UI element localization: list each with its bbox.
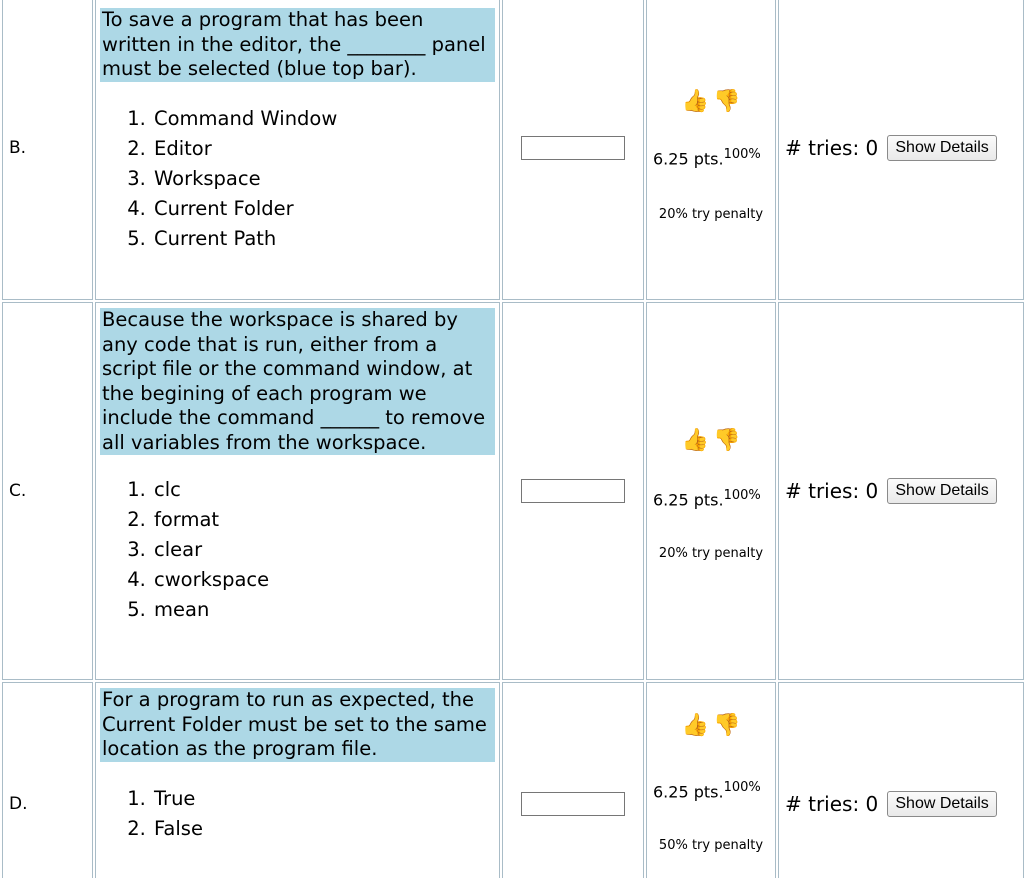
question-letter: B. (2, 0, 93, 300)
points-cell (646, 0, 776, 300)
question-cell (95, 0, 500, 300)
score-percent: 100% (723, 147, 761, 162)
choice-list (100, 104, 495, 254)
tries-cell (778, 302, 1024, 680)
question-cell (95, 302, 500, 680)
list-item: 2. Editor (152, 134, 495, 164)
answer-cell (502, 0, 644, 300)
question-letter: D. (2, 682, 93, 878)
score-text (653, 780, 761, 801)
answer-input[interactable] (521, 136, 625, 160)
score-text (653, 488, 761, 509)
points-cell (646, 302, 776, 680)
list-item: 1. True (152, 784, 495, 814)
question-prompt: To save a program that has been written in the editor, the ________ panel must be selected (blue top bar). (100, 8, 495, 82)
show-details-button[interactable]: Show Details (887, 478, 996, 504)
question-row-c (2, 302, 1024, 680)
question-cell (95, 682, 500, 878)
question-prompt: Because the workspace is shared by any code that is run, either from a script file or the command window, at the begining of each program we include the command ______ to remove all variables from the workspace. (100, 308, 495, 455)
points-cell (646, 682, 776, 878)
thumbs-up-icon: 👍 (681, 428, 709, 453)
score-percent: 100% (723, 780, 761, 795)
choice-list (100, 475, 495, 625)
thumbs-down-icon: 👎 (713, 713, 741, 738)
feedback-icons (647, 89, 775, 114)
try-penalty: 20% try penalty (658, 207, 764, 222)
list-item: 5. Current Path (152, 224, 495, 254)
question-row-b (2, 0, 1024, 300)
tries-count: # tries: 0 (785, 136, 879, 160)
list-item: 1. clc (152, 475, 495, 505)
show-details-button[interactable]: Show Details (887, 135, 996, 161)
answer-cell (502, 682, 644, 878)
tries-count: # tries: 0 (785, 792, 879, 816)
list-item: 5. mean (152, 595, 495, 625)
try-penalty: 50% try penalty (658, 838, 764, 853)
question-prompt: For a program to run as expected, the Current Folder must be set to the same location as the program file. (100, 688, 495, 762)
thumbs-down-icon: 👎 (713, 89, 741, 114)
show-details-button[interactable]: Show Details (887, 791, 996, 817)
list-item: 3. clear (152, 535, 495, 565)
answer-cell (502, 302, 644, 680)
thumbs-down-icon: 👎 (713, 428, 741, 453)
list-item: 3. Workspace (152, 164, 495, 194)
feedback-icons (647, 713, 775, 738)
list-item: 1. Command Window (152, 104, 495, 134)
score-points: 6.25 pts. (653, 149, 724, 169)
try-penalty: 20% try penalty (658, 546, 764, 561)
list-item: 4. Current Folder (152, 194, 495, 224)
score-points: 6.25 pts. (653, 782, 724, 802)
tries-cell (778, 0, 1024, 300)
score-percent: 100% (723, 488, 761, 503)
list-item: 4. cworkspace (152, 565, 495, 595)
score-text (653, 147, 761, 168)
thumbs-up-icon: 👍 (681, 89, 709, 114)
list-item: 2. False (152, 814, 495, 844)
score-points: 6.25 pts. (653, 490, 724, 510)
question-letter: C. (2, 302, 93, 680)
list-item: 2. format (152, 505, 495, 535)
choice-list (100, 784, 495, 844)
thumbs-up-icon: 👍 (681, 713, 709, 738)
tries-cell (778, 682, 1024, 878)
question-row-d (2, 682, 1024, 878)
answer-input[interactable] (521, 792, 625, 816)
tries-count: # tries: 0 (785, 479, 879, 503)
answer-input[interactable] (521, 479, 625, 503)
feedback-icons (647, 428, 775, 453)
